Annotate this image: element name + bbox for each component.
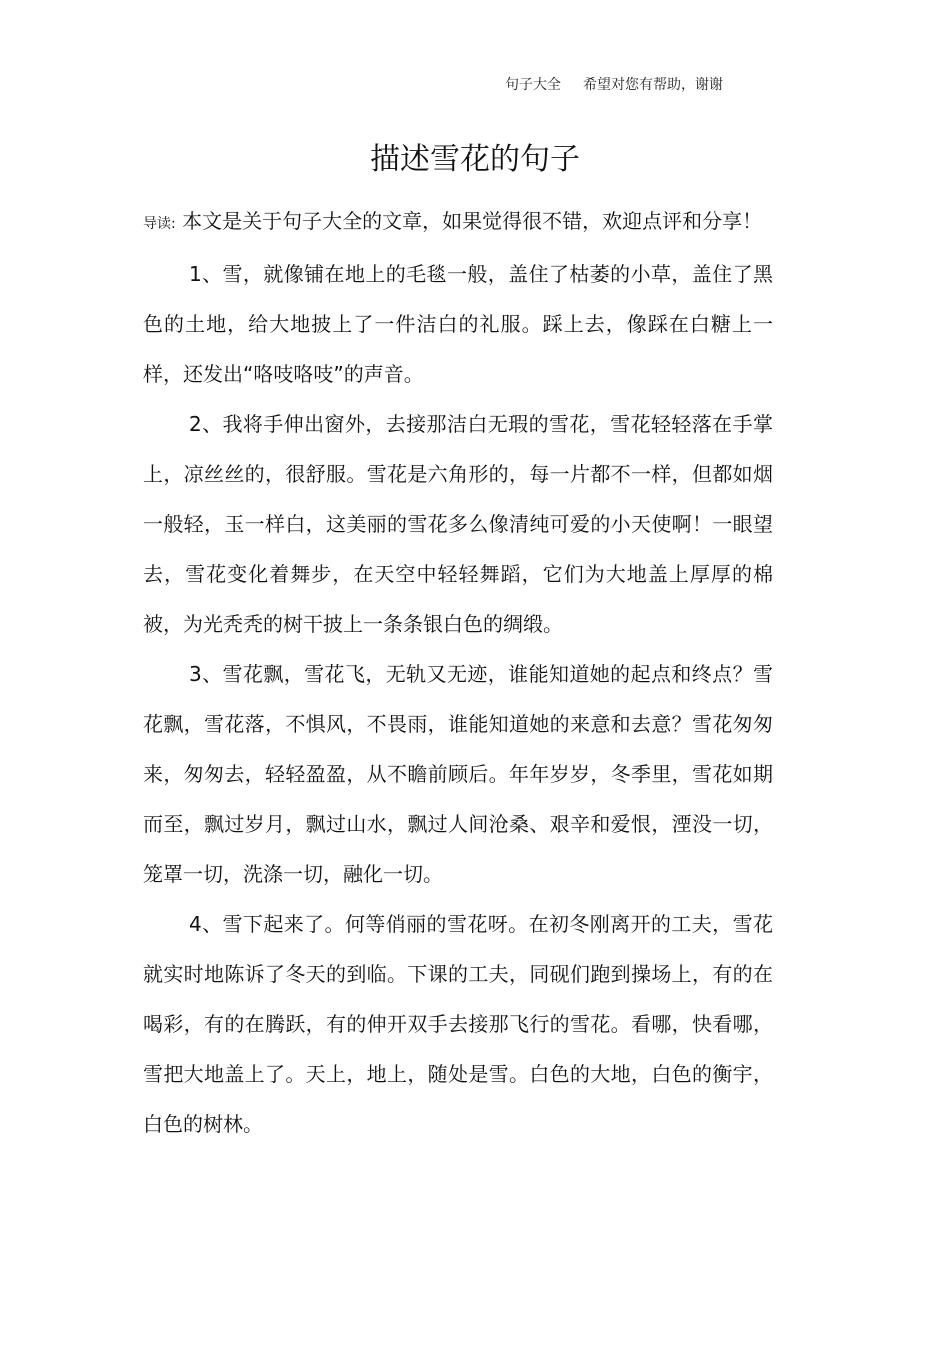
header-site-name: 句子大全: [505, 77, 561, 93]
intro-paragraph: [143, 196, 773, 249]
body-paragraph-3: 3、雪花飘，雪花飞，无轨又无迹，谁能知道她的起点和终点？雪花飘，雪花落，不惧风，不畏雨，谁能知道她的来意和去意？雪花匆匆来，匆匆去，轻轻盈盈，从不瞻前顾后。年年岁岁，冬季里，雪花如期而至，飘过岁月，飘过山水，飘过人间沧桑、艰辛和爱恨，湮没一切，笼罩一切，洗涤一切，融化一切。: [143, 662, 773, 886]
document-body: [143, 196, 773, 1149]
document-title: 描述雪花的句子: [370, 142, 580, 177]
header-thanks-note: 希望对您有帮助，谢谢: [583, 77, 723, 93]
body-paragraph-1: 1、雪，就像铺在地上的毛毯一般，盖住了枯萎的小草，盖住了黑色的土地，给大地披上了一件洁白的礼服。踩上去，像踩在白糖上一样，还发出“咯吱咯吱”的声音。: [143, 262, 773, 386]
intro-text: 本文是关于句子大全的文章，如果觉得很不错，欢迎点评和分享！: [182, 209, 763, 233]
body-paragraph-2: 2、我将手伸出窗外，去接那洁白无瑕的雪花，雪花轻轻落在手掌上，凉丝丝的，很舒服。雪花是六角形的，每一片都不一样，但都如烟一般轻，玉一样白，这美丽的雪花多么像清纯可爱的小天使啊！一眼望去，雪花变化着舞步，在天空中轻轻舞蹈，它们为大地盖上厚厚的棉被，为光秃秃的树干披上一条条银白色的绸缎。: [143, 412, 773, 636]
running-header: [505, 76, 723, 94]
body-paragraph-4: 4、雪下起来了。何等俏丽的雪花呀。在初冬刚离开的工夫，雪花就实时地陈诉了冬天的到临。下课的工夫，同砚们跑到操场上，有的在喝彩，有的在腾跃，有的伸开双手去接那飞行的雪花。看哪，快看哪，雪把大地盖上了。天上，地上，随处是雪。白色的大地，白色的衡宇，白色的树林。: [143, 912, 773, 1136]
intro-label: 导读:: [143, 216, 176, 232]
